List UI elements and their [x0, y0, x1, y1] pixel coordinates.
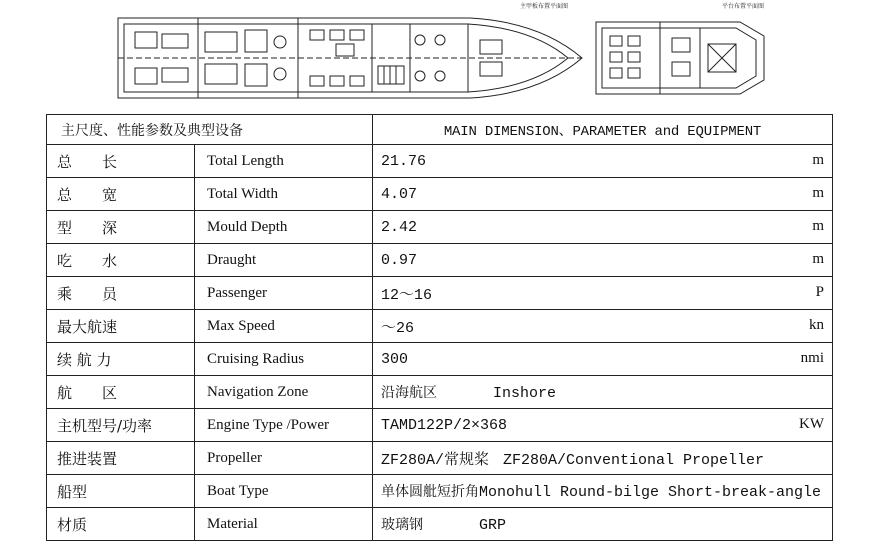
table-row	[47, 310, 833, 343]
row-label-zh: 船型	[47, 475, 195, 508]
row-label-zh: 总 宽	[47, 178, 195, 211]
boat-plan-svg	[0, 0, 874, 112]
row-label-zh: 航 区	[47, 376, 195, 409]
table-row	[47, 508, 833, 541]
row-value: 21.76	[381, 152, 427, 170]
row-label-zh: 吃 水	[47, 244, 195, 277]
row-label-en: Draught	[195, 244, 373, 277]
row-value-en: ZF280A/Conventional Propeller	[503, 451, 765, 469]
row-label-zh: 总 长	[47, 145, 195, 178]
table-row	[47, 343, 833, 376]
row-value-cell	[373, 211, 833, 244]
row-value-cell	[373, 442, 833, 475]
row-value-cell	[373, 145, 833, 178]
row-value-zh: 玻璃钢	[381, 517, 423, 533]
row-value: ～26	[381, 319, 415, 337]
main-deck-plan-label: 主甲板布置平面图	[520, 3, 569, 10]
row-label-en: Propeller	[195, 442, 373, 475]
row-label-zh: 型 深	[47, 211, 195, 244]
table-row	[47, 409, 833, 442]
row-label-zh: 推进装置	[47, 442, 195, 475]
table-row	[47, 145, 833, 178]
row-value-en: GRP	[479, 517, 507, 534]
row-value-cell	[373, 343, 833, 376]
row-value: 0.97	[381, 251, 418, 269]
row-label-zh: 材质	[47, 508, 195, 541]
table-row	[47, 211, 833, 244]
row-value: 4.07	[381, 185, 418, 203]
row-value: 2.42	[381, 218, 418, 236]
row-value-cell	[373, 508, 833, 541]
row-unit: m	[812, 218, 824, 234]
row-value-en: Inshore	[493, 385, 557, 402]
row-label-en: Total Length	[195, 145, 373, 178]
table-row	[47, 277, 833, 310]
row-label-en: Boat Type	[195, 475, 373, 508]
row-value-zh: ZF280A/常规桨	[381, 451, 490, 469]
header-zh: 主尺度、性能参数及典型设备	[47, 115, 373, 145]
row-value: 300	[381, 350, 409, 368]
row-value-cell	[373, 178, 833, 211]
platform-plan-label: 平台布置平面图	[722, 3, 765, 10]
row-value-cell	[373, 310, 833, 343]
row-label-en: Passenger	[195, 277, 373, 310]
row-value-en: Monohull Round-bilge Short-break-angle	[479, 484, 822, 501]
row-unit: m	[812, 152, 824, 168]
row-label-zh: 最大航速	[47, 310, 195, 343]
table-row	[47, 442, 833, 475]
row-value-cell	[373, 475, 833, 508]
spec-table	[46, 114, 833, 541]
boat-plan-drawing	[0, 0, 874, 112]
header-en: MAIN DIMENSION、PARAMETER and EQUIPMENT	[373, 115, 833, 145]
row-label-en: Material	[195, 508, 373, 541]
row-label-zh: 主机型号/功率	[47, 409, 195, 442]
row-label-zh: 续 航 力	[47, 343, 195, 376]
table-row	[47, 475, 833, 508]
spec-table-header	[47, 115, 833, 145]
table-row	[47, 376, 833, 409]
row-value: 12～16	[381, 286, 433, 304]
row-label-en: Max Speed	[195, 310, 373, 343]
row-value-cell	[373, 244, 833, 277]
row-unit: m	[812, 251, 824, 267]
row-unit: nmi	[800, 350, 824, 366]
row-label-en: Navigation Zone	[195, 376, 373, 409]
row-unit: m	[812, 185, 824, 201]
row-value-cell	[373, 409, 833, 442]
row-label-en: Total Width	[195, 178, 373, 211]
row-label-en: Cruising Radius	[195, 343, 373, 376]
row-label-en: Engine Type /Power	[195, 409, 373, 442]
platform-hull	[596, 22, 764, 94]
table-row	[47, 244, 833, 277]
row-label-en: Mould Depth	[195, 211, 373, 244]
row-value-cell	[373, 376, 833, 409]
row-unit: KW	[799, 416, 824, 432]
table-row	[47, 178, 833, 211]
row-unit: P	[815, 284, 824, 300]
row-value-zh: 沿海航区	[381, 385, 437, 401]
row-value-cell	[373, 277, 833, 310]
row-value-zh: 单体圆舭短折角	[381, 484, 479, 500]
row-unit: kn	[809, 317, 824, 333]
row-value: TAMD122P/2×368	[381, 416, 508, 434]
row-label-zh: 乘 员	[47, 277, 195, 310]
